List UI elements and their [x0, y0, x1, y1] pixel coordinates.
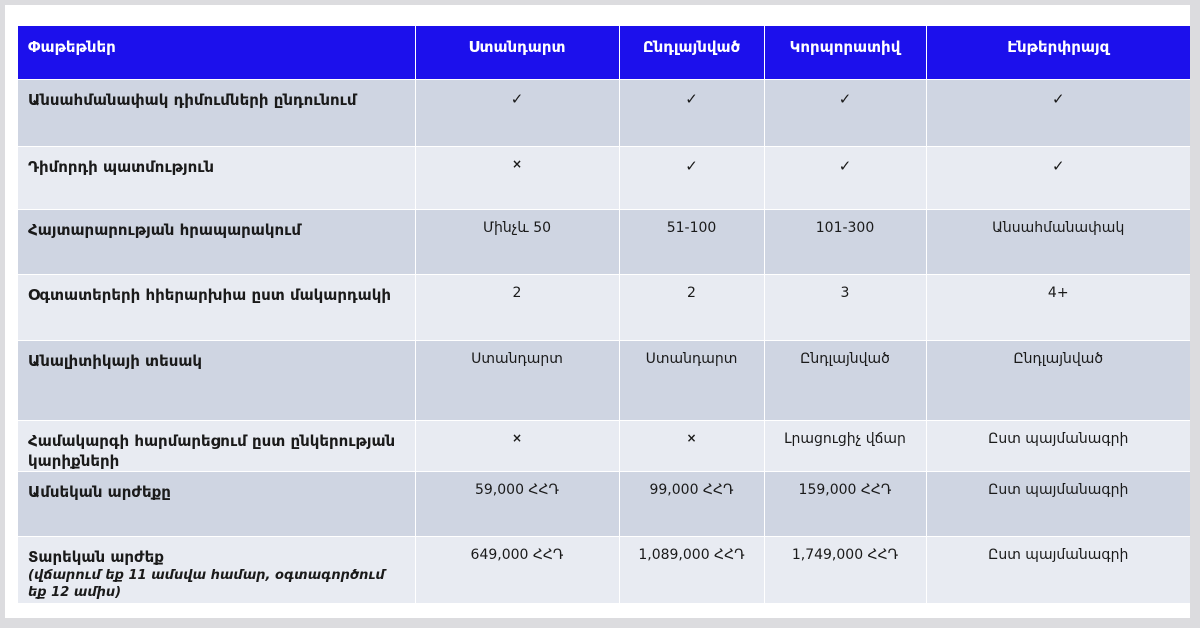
cell-value: 649,000 ՀՀԴ [415, 536, 619, 603]
cell-value: Մինչև 50 [415, 209, 619, 274]
row-label-cell [18, 536, 415, 603]
cell-value: Ստանդարտ [415, 340, 619, 420]
cell-value: ✓ [619, 79, 764, 146]
cell-value: 99,000 ՀՀԴ [619, 471, 764, 536]
header-row [18, 26, 1190, 79]
cell-value: 1,749,000 ՀՀԴ [764, 536, 926, 603]
row-label: Համակարգի հարմարեցում ըստ ընկերության կարիքների [18, 420, 415, 471]
cell-value: 101-300 [764, 209, 926, 274]
cell-value: ✓ [415, 79, 619, 146]
cell-value: Ստանդարտ [619, 340, 764, 420]
header-standard: Ստանդարտ [415, 26, 619, 79]
cell-value: 59,000 ՀՀԴ [415, 471, 619, 536]
cell-value: 51-100 [619, 209, 764, 274]
row-label: Տարեկան արժեք [28, 547, 164, 566]
row-label: Դիմորդի պատմություն [18, 146, 415, 209]
row-label: Անալիտիկայի տեսակ [18, 340, 415, 420]
table-row [18, 340, 1190, 420]
row-label: Օգտատերերի հիերարխիա ըստ մակարդակի [18, 274, 415, 340]
header-enterprise: Էնթերփրայզ [926, 26, 1190, 79]
table-row [18, 536, 1190, 603]
slide-page [5, 5, 1190, 618]
table-row [18, 146, 1190, 209]
cell-value: Անսահմանափակ [926, 209, 1190, 274]
cell-value: ✓ [764, 146, 926, 209]
row-label: Ամսեկան արժեքը [18, 471, 415, 536]
header-corporate: Կորպորատիվ [764, 26, 926, 79]
cell-value: 159,000 ՀՀԴ [764, 471, 926, 536]
pricing-table [18, 26, 1190, 603]
cell-value: 2 [619, 274, 764, 340]
cell-value: Ըստ պայմանագրի [926, 536, 1190, 603]
cell-value: 2 [415, 274, 619, 340]
cell-value: Լրացուցիչ վճար [764, 420, 926, 471]
cell-value: Ըստ պայմանագրի [926, 471, 1190, 536]
cell-value: 4+ [926, 274, 1190, 340]
cell-value: ✓ [764, 79, 926, 146]
cell-value: 1,089,000 ՀՀԴ [619, 536, 764, 603]
cell-value: ✓ [926, 79, 1190, 146]
cell-value: Ընդլայնված [926, 340, 1190, 420]
cell-value: ✓ [619, 146, 764, 209]
header-packages: Փաթեթներ [18, 26, 415, 79]
row-note: (վճարում եք 11 ամսվա համար, օգտագործում եք 12 ամիս) [28, 567, 385, 600]
cell-value: × [415, 146, 619, 209]
cell-value: ✓ [926, 146, 1190, 209]
row-label: Հայտարարության հրապարակում [18, 209, 415, 274]
cell-value: Ըստ պայմանագրի [926, 420, 1190, 471]
table-row [18, 79, 1190, 146]
table-row [18, 209, 1190, 274]
cell-value: 3 [764, 274, 926, 340]
table-row [18, 471, 1190, 536]
row-label: Անսահմանափակ դիմումների ընդունում [18, 79, 415, 146]
table-row [18, 274, 1190, 340]
cell-value: × [619, 420, 764, 471]
cell-value: × [415, 420, 619, 471]
cell-value: Ընդլայնված [764, 340, 926, 420]
header-extended: Ընդլայնված [619, 26, 764, 79]
table-row [18, 420, 1190, 471]
